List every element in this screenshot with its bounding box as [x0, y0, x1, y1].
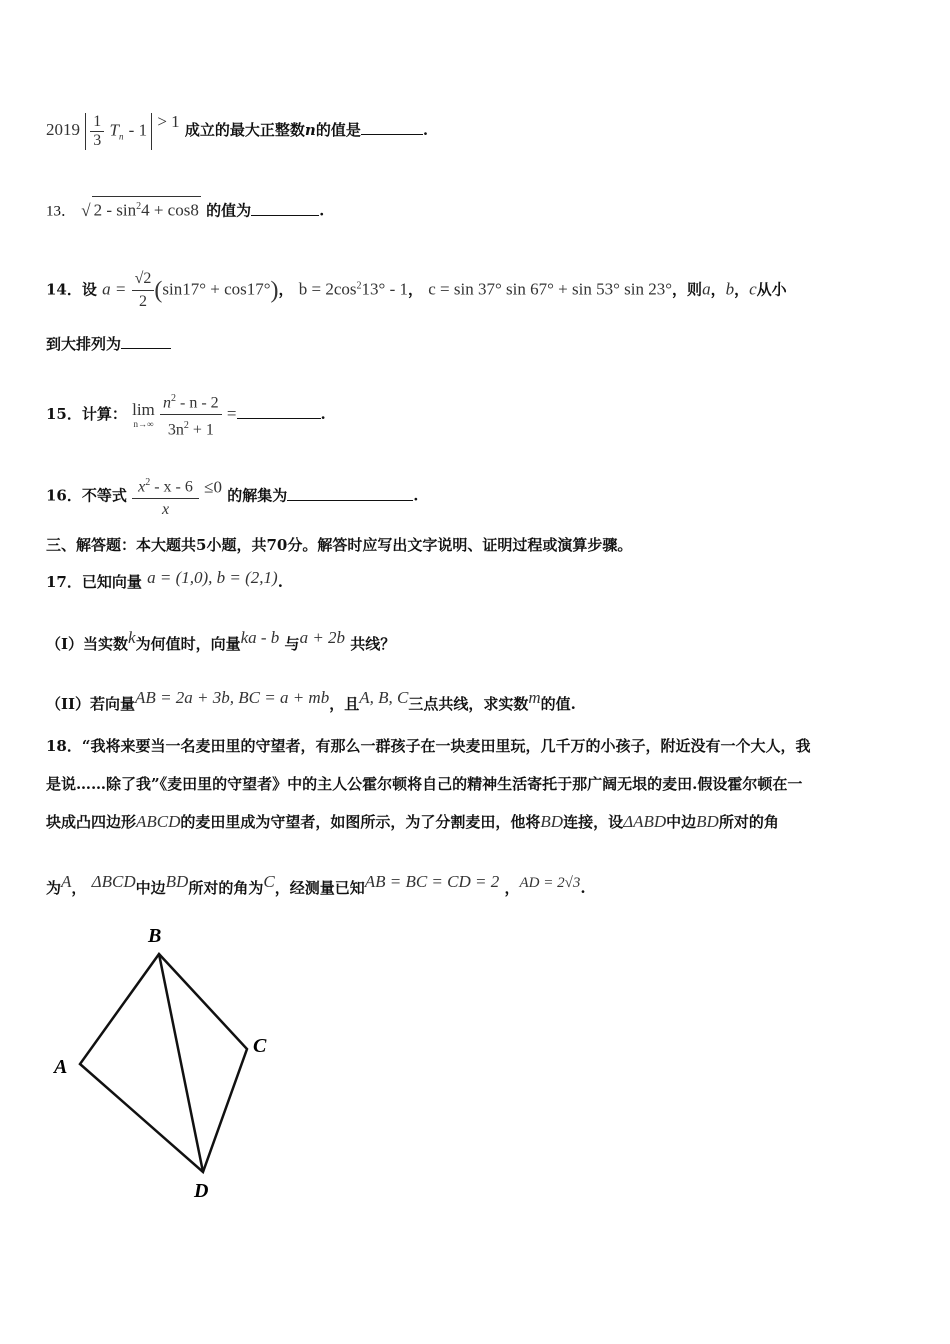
q18-line3-b: 的麦田里成为守望者，如图所示，为了分割麦田，他将: [180, 813, 541, 831]
q17-p1-label: （I）当实数: [46, 635, 129, 653]
q18-abcd: ABCD: [136, 812, 181, 831]
q16-num-rest: - x - 6: [150, 478, 193, 496]
q15-num-rest: - n - 2: [176, 394, 219, 412]
q18-line4-d: 所对的角为: [188, 879, 264, 897]
q15-end: .: [320, 404, 326, 423]
q14-paren-expr: sin17° + cos17°: [162, 279, 271, 299]
q18-line4-f: ，: [504, 879, 520, 897]
q14-paren-open: (: [154, 277, 163, 304]
q17-end: .: [277, 573, 283, 591]
q16-end: .: [413, 486, 419, 505]
q17-m: m: [528, 688, 541, 707]
q18-line3-a: 块成凸四边形: [46, 813, 137, 831]
q18-line2: 是说……除了我”《麦田里的守望者》中的主人公霍尔顿将自己的精神生活寄托于那广阔无垠的麦田.假设霍尔顿在一: [46, 775, 803, 793]
q18-line3-c: 连接，设: [563, 813, 624, 831]
q12-text-b: 的值是: [315, 121, 361, 139]
q17-p1-end: 共线？: [350, 635, 396, 653]
q14-comma2: ，: [408, 280, 424, 299]
q13-expr: 2 - sin: [93, 200, 137, 220]
q14-sep2: ，: [734, 280, 750, 299]
q18-line4-a: 为: [46, 879, 62, 897]
q15-lim-word: lim: [132, 399, 155, 419]
label-C: C: [253, 1035, 267, 1057]
q12-line: [46, 112, 428, 150]
q12-end: .: [422, 121, 429, 139]
q16-text: 的解集为: [227, 486, 288, 505]
q18-tri-abd: ΔABD: [623, 812, 667, 831]
q14-line2: [46, 332, 171, 354]
q12-abs: [85, 113, 152, 150]
q13-end: .: [319, 201, 325, 220]
q16-fraction: [132, 472, 199, 521]
q18-line3-e: 所对的角: [718, 813, 779, 831]
q15-lim-sub: n→∞: [133, 418, 154, 429]
q17-k: k: [128, 628, 136, 647]
q18-line4-b: ，: [71, 879, 87, 897]
q18-line4-c: 中边: [135, 879, 166, 897]
q15-denominator: [160, 415, 222, 441]
q12-frac-den: 3: [93, 131, 102, 149]
q17-line: [46, 568, 283, 592]
q15-fraction: [160, 388, 222, 442]
q18-C: C: [263, 872, 275, 891]
q12-gt-one: > 1: [157, 112, 180, 131]
q18-bd3: BD: [165, 872, 189, 891]
q12-text-a: 成立的最大正整数: [184, 121, 305, 139]
q12-answer-blank[interactable]: [361, 118, 423, 135]
q15-den-sup: 2: [183, 420, 189, 432]
q14-number: 14．设: [46, 280, 97, 299]
q15-eq: =: [226, 403, 237, 423]
q16-denominator: x: [161, 501, 170, 519]
q13-radical: √ $2 - \sin^24 + \cos 8$: [81, 201, 201, 220]
q18-eqs: AB = BC = CD = 2: [364, 872, 500, 891]
q18-line4: [46, 872, 586, 898]
q12-year: 2019: [46, 120, 80, 139]
q18-line3: [46, 812, 779, 832]
label-B: B: [148, 925, 162, 947]
q15-answer-blank[interactable]: [237, 402, 321, 419]
q15-num-n: n: [163, 394, 172, 412]
q16-numerator: [132, 472, 199, 499]
q17-p2-mid: ，且: [329, 695, 360, 713]
q14-b-expr2: 13° - 1: [361, 279, 409, 299]
q14-text-tail: 从小: [756, 280, 787, 299]
q12-T: T: [109, 120, 119, 139]
q17-abc: A, B, C: [359, 688, 409, 707]
q15-line: [46, 388, 326, 442]
q13-answer-blank[interactable]: [251, 199, 319, 216]
quadrilateral-outline: [80, 954, 247, 1172]
label-A: A: [54, 1056, 68, 1078]
q15-den-rest: + 1: [188, 421, 214, 439]
q12-frac-num: 1: [90, 113, 104, 132]
q15-number: 15．计算：: [46, 404, 127, 423]
q14-sqrt2: √2: [132, 268, 155, 291]
q16-number: 16．不等式: [46, 486, 127, 505]
q14-c-expr: c = sin 37° sin 67° + sin 53° sin 23°: [428, 279, 673, 299]
q14-text-then: ，则: [672, 280, 703, 299]
q17-part1: [46, 628, 395, 654]
q16-answer-blank[interactable]: [287, 484, 413, 501]
q14-a-eq: a =: [102, 279, 127, 299]
q13-expr2: 4 + cos8: [141, 200, 199, 220]
q15-numerator: [160, 388, 222, 415]
q18-line4-e: ，经测量已知: [274, 879, 365, 897]
q17-ka-b: ka - b: [240, 628, 280, 647]
q17-a-2b: a + 2b: [299, 628, 346, 647]
q14-line1: [46, 268, 787, 313]
q17-p1-mid: 为何值时，向量: [135, 635, 241, 653]
q18-line3-d: 中边: [666, 813, 697, 831]
q17-part2: [46, 688, 576, 714]
q18-line1: 18．“我将来要当一名麦田里的守望者，有那么一群孩子在一块麦田里玩，几千万的小孩子，附近没有一个大人，我: [46, 737, 811, 755]
q14-den2: 2: [138, 293, 147, 310]
q14-b-expr: b = 2cos: [298, 279, 357, 299]
q16-line: [46, 472, 418, 521]
q12-fraction: [90, 113, 104, 150]
q17-p2-label: （II）若向量: [46, 695, 136, 713]
q18-ad: AD = 2√3: [519, 875, 581, 891]
q17-p1-with: 与: [284, 635, 300, 653]
q14-b-sup2: 2: [356, 280, 362, 292]
q14-comma1: ，: [278, 280, 294, 299]
q14-answer-blank[interactable]: [121, 332, 171, 349]
q14-line2-text: 到大排列为: [46, 335, 122, 353]
q15-den-3n: 3n: [167, 421, 184, 439]
q13-sup2: 2: [136, 201, 142, 212]
q17-number: 17．已知向量: [46, 573, 142, 591]
q12-minus-one: - 1: [128, 120, 148, 139]
q16-num-x: x: [138, 478, 146, 496]
section3-heading: 三、解答题：本大题共5小题，共70分。解答时应写出文字说明、证明过程或演算步骤。: [46, 536, 633, 554]
q15-lim: [132, 401, 155, 429]
q13-line: [46, 196, 324, 222]
q14-c: c: [749, 279, 757, 299]
q16-le: ≤0: [204, 477, 222, 497]
q17-p2-mid2: 三点共线，求实数: [408, 695, 529, 713]
q16-num-sup: 2: [145, 477, 151, 488]
label-D: D: [194, 1180, 209, 1202]
q12-n: n: [304, 121, 316, 139]
q13-text: 的值为: [206, 201, 252, 220]
q14-paren-close: ): [270, 277, 279, 304]
q17-ab-bc: AB = 2a + 3b, BC = a + mb: [135, 688, 330, 707]
q17-vectors: a = (1,0), b = (2,1): [147, 568, 278, 587]
q14-b: b: [725, 279, 735, 299]
q18-tri-bcd: ΔBCD: [91, 872, 136, 891]
q15-num-sup: 2: [171, 393, 177, 404]
q18-line4-end: .: [580, 879, 586, 897]
q14-fraction: [132, 268, 155, 313]
q14-sep1: ，: [710, 280, 726, 299]
q12-sub-n: n: [118, 131, 124, 141]
q13-number: 13．: [46, 203, 77, 220]
q14-a: a: [702, 279, 711, 299]
q18-A: A: [61, 872, 72, 891]
q17-p2-end: 的值.: [540, 695, 576, 713]
quadrilateral-figure: [46, 918, 286, 1208]
q18-bd1: BD: [540, 812, 564, 831]
q18-bd2: BD: [696, 812, 719, 831]
